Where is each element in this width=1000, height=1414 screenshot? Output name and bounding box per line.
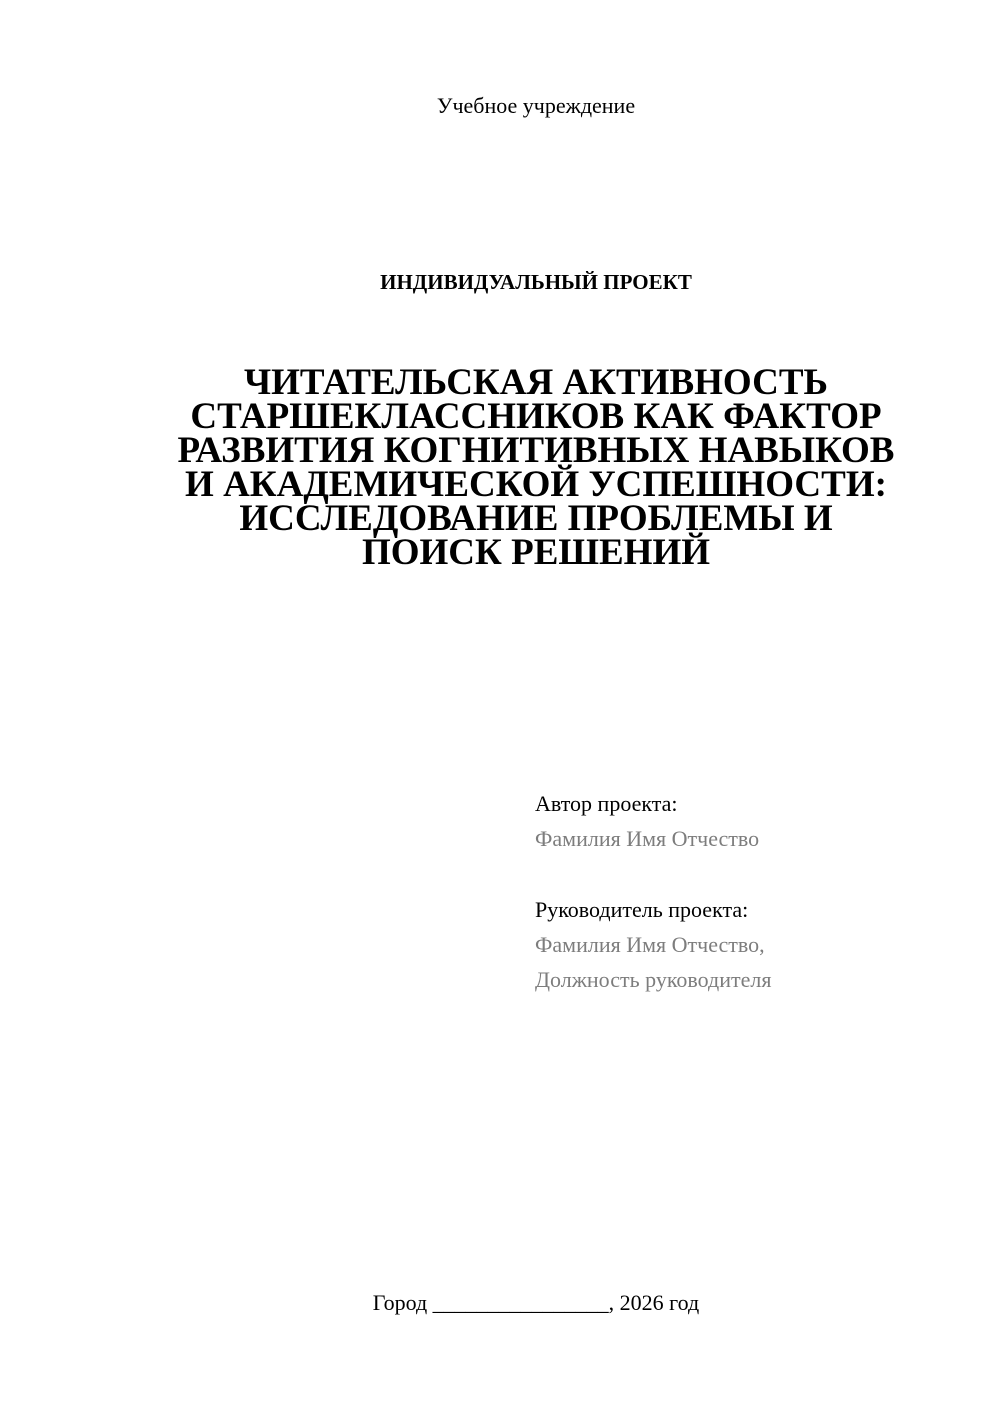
title-line: И АКАДЕМИЧЕСКОЙ УСПЕШНОСТИ:: [185, 464, 887, 505]
author-name-placeholder: Фамилия Имя Отчество: [535, 826, 760, 851]
supervisor-position-placeholder: Должность руководителя: [535, 967, 772, 992]
author-label: Автор проекта:: [535, 791, 678, 816]
project-title: [140, 362, 932, 573]
city-year-line: Город ________________, 2026 год: [372, 1290, 700, 1315]
title-line: ЧИТАТЕЛЬСКАЯ АКТИВНОСТЬ: [243, 362, 828, 403]
document-type: ИНДИВИДУАЛЬНЫЙ ПРОЕКТ: [380, 270, 692, 294]
title-line: РАЗВИТИЯ КОГНИТИВНЫХ НАВЫКОВ: [177, 430, 895, 471]
title-line: ПОИСК РЕШЕНИЙ: [361, 532, 711, 573]
supervisor-block: [535, 892, 771, 997]
institution-name: Учебное учреждение: [436, 93, 636, 118]
supervisor-name-placeholder: Фамилия Имя Отчество,: [535, 932, 765, 957]
title-line: СТАРШЕКЛАССНИКОВ КАК ФАКТОР: [190, 396, 882, 437]
author-block: [535, 786, 759, 856]
title-line: ИССЛЕДОВАНИЕ ПРОБЛЕМЫ И: [239, 498, 833, 539]
supervisor-label: Руководитель проекта:: [535, 897, 749, 922]
